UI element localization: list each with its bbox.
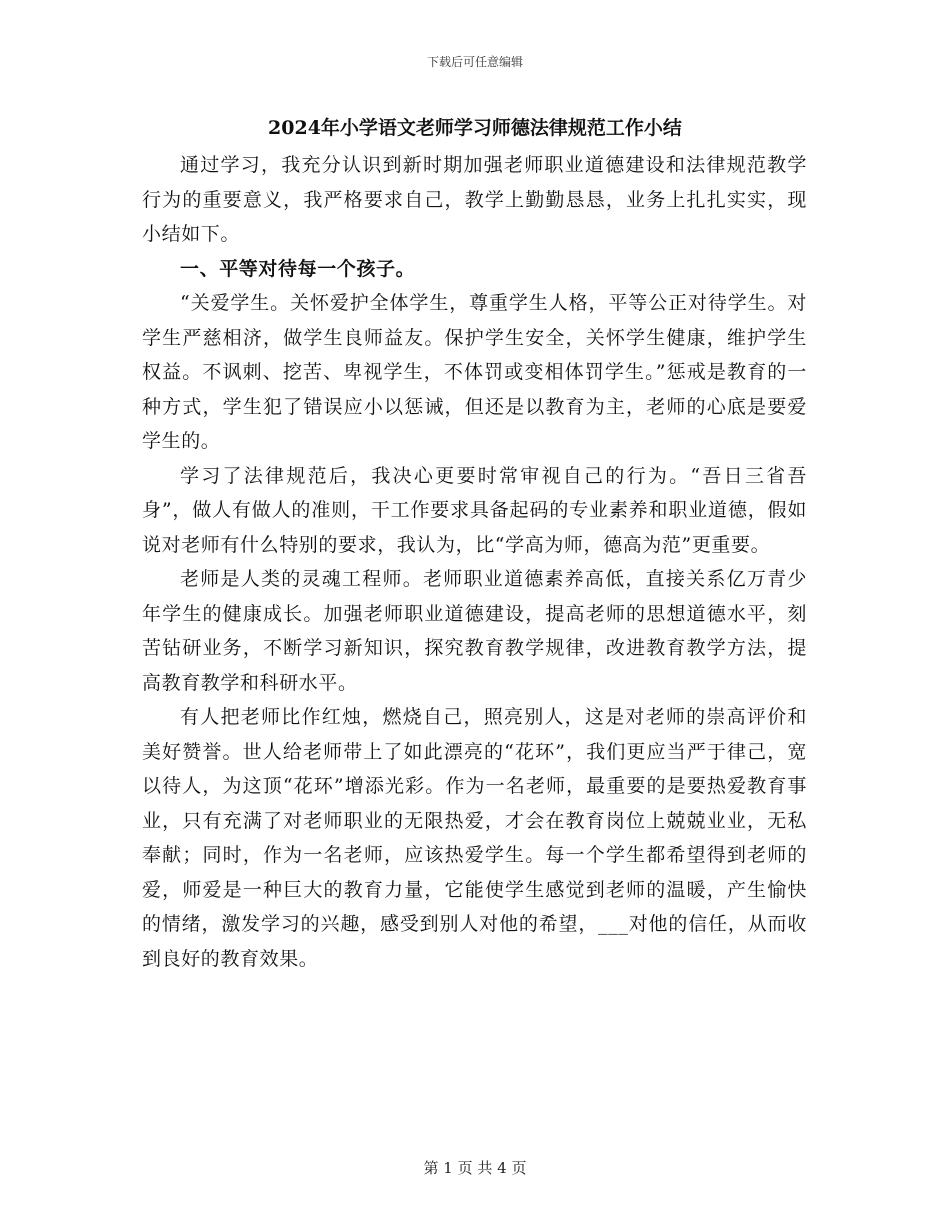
document-title: 2024年小学语文老师学习师德法律规范工作小结 <box>268 117 682 139</box>
document-body <box>142 148 807 976</box>
body-paragraph-4: 有人把老师比作红烛，燃烧自己，照亮别人，这是对老师的崇高评价和美好赞誉。世人给老师带上了如此漂亮的“花环”，我们更应当严于律己，宽以待人，为这顶“花环”增添光彩。作为一名老师，最重要的是要热爱教育事业，只有充满了对老师职业的无限热爱，才会在教育岗位上兢兢业业，无私奉献；同时，作为一名老师，应该热爱学生。每一个学生都希望得到老师的爱，师爱是一种巨大的教育力量，它能使学生感觉到老师的温暖，产生愉快的情绪，激发学习的兴趣，感受到别人对他的希望，___对他的信任，从而收到良好的教育效果。 <box>142 706 807 970</box>
page-number: 第 1 页 共 4 页 <box>423 1159 527 1177</box>
intro-paragraph: 通过学习，我充分认识到新时期加强老师职业道德建设和法律规范教学行为的重要意义，我严格要求自己，教学上勤勤恳恳，业务上扎扎实实，现小结如下。 <box>142 154 807 245</box>
body-paragraph-2: 学习了法律规范后，我决心更要时常审视自己的行为。“吾日三省吾身”，做人有做人的准则，干工作要求具备起码的专业素养和职业道德，假如说对老师有什么特别的要求，我认为，比“学高为师，德高为范”更重要。 <box>142 464 807 556</box>
body-paragraph-3: 老师是人类的灵魂工程师。老师职业道德素养高低，直接关系亿万青少年学生的健康成长。加强老师职业道德建设，提高老师的思想道德水平，刻苦钻研业务，不断学习新知识，探究教育教学规律，改进教育教学方法，提高教育教学和科研水平。 <box>142 568 807 694</box>
body-paragraph-1: “关爱学生。关怀爱护全体学生，尊重学生人格，平等公正对待学生。对学生严慈相济，做学生良师益友。保护学生安全，关怀学生健康，维护学生权益。不讽刺、挖苦、卑视学生，不体罚或变相体罚学生。”惩戒是教育的一种方式，学生犯了错误应小以惩诫，但还是以教育为主，老师的心底是要爱学生的。 <box>142 292 807 452</box>
page-header-note: 下载后可任意编辑 <box>426 55 523 69</box>
section-heading: 一、平等对待每一个孩子。 <box>180 257 416 280</box>
